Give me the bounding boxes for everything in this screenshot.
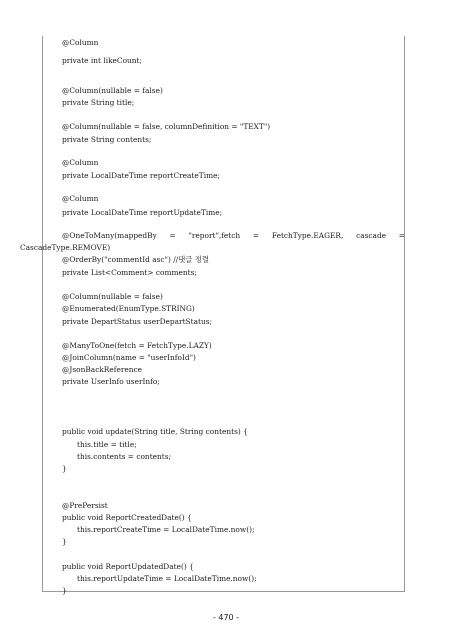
- code-token: cascade: [356, 231, 387, 240]
- code-line: private String contents;: [62, 135, 152, 144]
- code-line: private LocalDateTime reportUpdateTime;: [62, 208, 223, 217]
- code-line: @JoinColumn(name = "userInfoId"): [62, 353, 196, 362]
- code-line-onetomany: [62, 231, 405, 241]
- code-line: @OrderBy("commentId asc") //댓글 정렬: [62, 255, 210, 264]
- code-line: private UserInfo userInfo;: [62, 377, 160, 386]
- page-number: - 470 -: [212, 613, 240, 622]
- code-line: }: [62, 537, 67, 546]
- code-line: private int likeCount;: [62, 56, 143, 65]
- code-line: private String title;: [62, 98, 135, 107]
- code-line: private LocalDateTime reportCreateTime;: [62, 171, 220, 180]
- code-line: private DepartStatus userDepartStatus;: [62, 317, 213, 326]
- code-token: @OneToMany(mappedBy: [62, 231, 157, 240]
- code-line: public void ReportCreatedDate() {: [62, 513, 192, 522]
- code-line: CascadeType.REMOVE): [20, 243, 111, 252]
- code-line: @Column(nullable = false, columnDefinition = "TEXT"): [62, 122, 271, 131]
- code-line: @JsonBackReference: [62, 365, 143, 374]
- code-token: =: [398, 231, 405, 240]
- code-line: @Column(nullable = false): [62, 292, 163, 301]
- code-token: FetchType.EAGER,: [271, 231, 344, 240]
- code-line: @Column(nullable = false): [62, 86, 163, 95]
- code-line: this.reportCreateTime = LocalDateTime.now();: [77, 525, 255, 534]
- code-line: @Column: [62, 38, 99, 47]
- code-line: this.contents = contents;: [77, 452, 172, 461]
- code-line: this.reportUpdateTime = LocalDateTime.now();: [77, 574, 257, 583]
- code-line: this.title = title;: [77, 440, 137, 449]
- code-line: @Enumerated(EnumType.STRING): [62, 304, 195, 313]
- code-line: }: [62, 464, 67, 473]
- code-line: private List<Comment> comments;: [62, 268, 197, 277]
- code-token: =: [169, 231, 176, 240]
- code-token: =: [252, 231, 260, 240]
- code-line: @ManyToOne(fetch = FetchType.LAZY): [62, 341, 212, 350]
- code-token: "report",fetch: [188, 231, 241, 240]
- code-line: }: [62, 586, 67, 595]
- code-line: @Column: [62, 158, 99, 167]
- code-line: public void update(String title, String contents) {: [62, 427, 248, 436]
- code-line: public void ReportUpdatedDate() {: [62, 562, 194, 571]
- code-line: @Column: [62, 194, 99, 203]
- code-line: @PrePersist: [62, 501, 108, 510]
